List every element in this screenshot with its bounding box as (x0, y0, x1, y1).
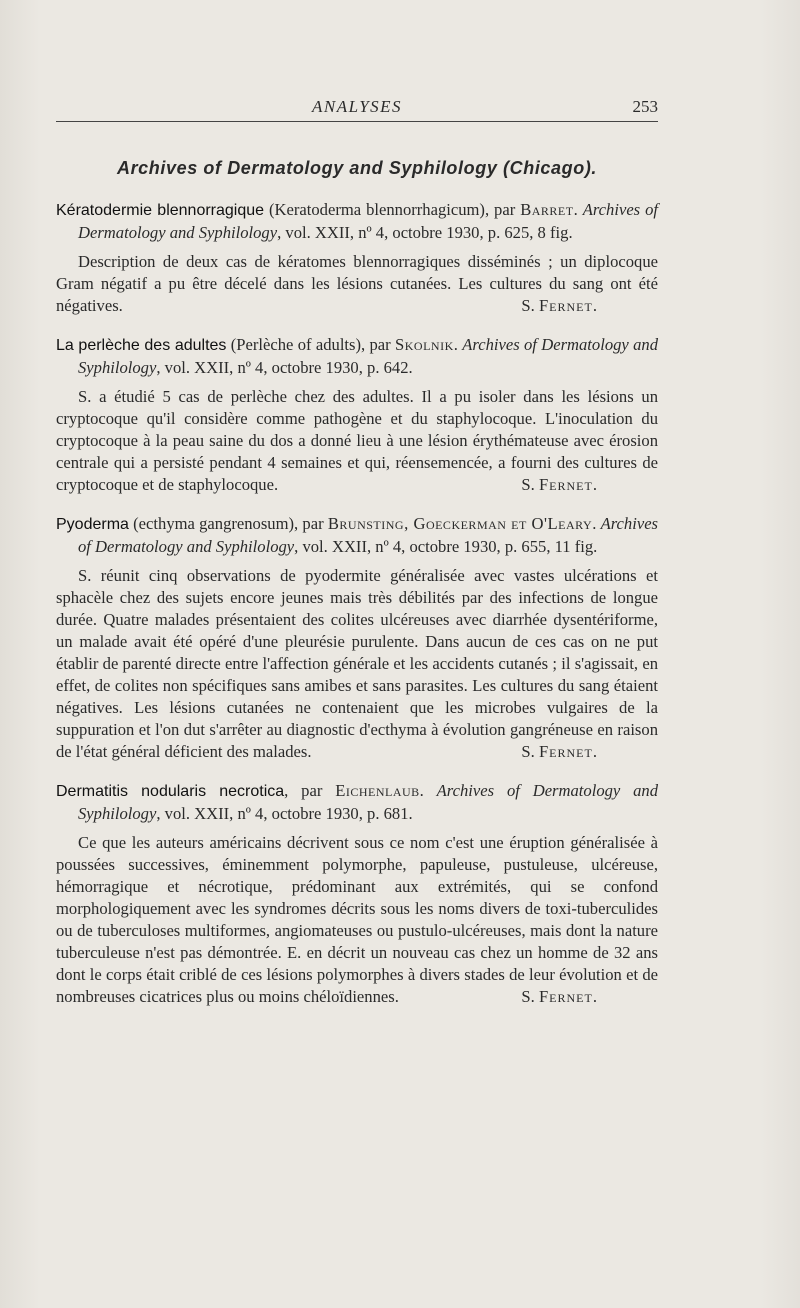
abstract-reference (56, 513, 658, 558)
signature-initial: S. (521, 296, 535, 315)
reference-details: , vol. XXII, nº 4, octobre 1930, p. 681. (156, 804, 413, 823)
abstract-heading: Pyoderma (56, 516, 129, 533)
abstract-text: S. réunit cinq observations de pyodermite généralisée avec vastes ulcérations et sphacèle chez des sujets encore jeunes mais très débilités par des infections de longue durée. Quatre malades présentaient des colites ulcéreuses avec diarrhée dysentériforme, un malade avait été opéré d'une pleurésie purulente. Dans aucun de ces cas on ne put établir de parenté directe entre l'affection générale et les accidents cutanés ; il s'agissait, en effet, de colites non spécifiques sans amibes et sans parasites. Les cultures du sang étaient négatives. Les lésions cutanées ne contenaient que les microbes vulgaires de la suppuration et l'on dut s'arrêter au diagnostic d'ecthyma à évolution gangréneuse en raison de l'état général déficient des malades. (56, 566, 658, 761)
reference-text: (Keratoderma blennorrhagicum), par (264, 200, 521, 219)
abstracts-list (56, 199, 658, 1025)
signature-name: Fernet. (538, 475, 598, 494)
signature (499, 741, 598, 763)
abstract-body (56, 386, 658, 496)
abstract-text: Ce que les auteurs américains décrivent sous ce nom c'est une éruption généralisée à poussées successives, éminemment polymorphe, papuleuse, pustuleuse, ulcéreuse, hémorragique et nécrotique, prédominant aux extrémités, qui se confond morphologiquement avec les syndromes décrits sous les noms divers de toxi-tuberculides ou de tuberculoses multiformes, angiomateuses ou pustulo-ulcéreuses, mais dont la nature tuberculeuse n'est pas démontrée. E. en décrit un nouveau cas chez un homme de 32 ans dont le corps était criblé de ces lésions polymorphes à divers stades de leur évolution et de nombreuses cicatrices plus ou moins chéloïdiennes. (56, 833, 658, 1006)
abstract-text: S. a étudié 5 cas de perlèche chez des adultes. Il a pu isoler dans les lésions un cryptocoque qu'il considère comme pathogène et du staphylocoque. L'inoculation du cryptocoque à la peau saine du dos a donné lieu à une lésion érythémateuse avec érosion centrale qui a persisté pendant 4 semaines et qui, réensemencée, a fourni des cultures de cryptocoque et de staphylocoque. (56, 387, 658, 494)
signature-name: Fernet. (538, 742, 598, 761)
abstract-body (56, 251, 658, 317)
reference-details: , vol. XXII, nº 4, octobre 1930, p. 655, 11 fig. (294, 537, 598, 556)
abstract-reference (56, 780, 658, 825)
abstract-text: Description de deux cas de kératomes blennorragiques disséminés ; un diplocoque Gram négatif a pu être décelé dans les lésions cutanées. Les cultures du sang ont été négatives. (56, 252, 658, 315)
abstract-heading: La perlèche des adultes (56, 337, 227, 354)
reference-details: , vol. XXII, nº 4, octobre 1930, p. 625, 8 fig. (277, 223, 573, 242)
running-title: ANALYSES (311, 97, 403, 116)
journal-name: Archives of Dermatology and Syphilology (78, 335, 659, 377)
header-rule (56, 121, 658, 122)
signature-initial: S. (521, 742, 535, 761)
abstract-entry (56, 199, 658, 317)
author-name: Eichenlaub (335, 781, 420, 800)
author-name: Brunsting, Goeckerman et O'Leary (327, 514, 593, 533)
section-title: Archives of Dermatology and Syphilology (Chicago). (116, 158, 598, 178)
journal-name: Archives of Dermatology and Syphilology (78, 514, 659, 556)
reference-text: . (453, 335, 463, 354)
signature-name: Fernet. (538, 987, 598, 1006)
abstract-reference (56, 199, 658, 244)
signature-initial: S. (521, 987, 535, 1006)
page-number: 253 (632, 97, 658, 116)
signature (499, 474, 598, 496)
journal-name: Archives of Dermatology and Syphilology (78, 200, 658, 242)
reference-details: , vol. XXII, nº 4, octobre 1930, p. 642. (156, 358, 413, 377)
page-header (56, 97, 658, 121)
reference-text: , par (284, 781, 336, 800)
signature (499, 986, 598, 1008)
reference-text: . (592, 514, 601, 533)
abstract-entry (56, 513, 658, 763)
signature-name: Fernet. (538, 296, 598, 315)
reference-text: (Perlèche of adults), par (226, 335, 396, 354)
abstract-body (56, 832, 658, 1008)
abstract-heading: Dermatitis nodularis necrotica (56, 783, 285, 800)
signature (499, 295, 598, 317)
author-name: Barret (520, 200, 574, 219)
abstract-heading: Kératodermie blennorragique (56, 202, 265, 219)
reference-text: . (573, 200, 583, 219)
abstract-entry (56, 334, 658, 496)
abstract-entry (56, 780, 658, 1008)
author-name: Skolnik (395, 335, 454, 354)
signature-initial: S. (521, 475, 535, 494)
abstract-body (56, 565, 658, 763)
reference-text: (ecthyma gangrenosum), par (128, 514, 328, 533)
abstract-reference (56, 334, 658, 379)
journal-name: Archives of Dermatology and Syphilology (78, 781, 659, 823)
reference-text: . (419, 781, 437, 800)
